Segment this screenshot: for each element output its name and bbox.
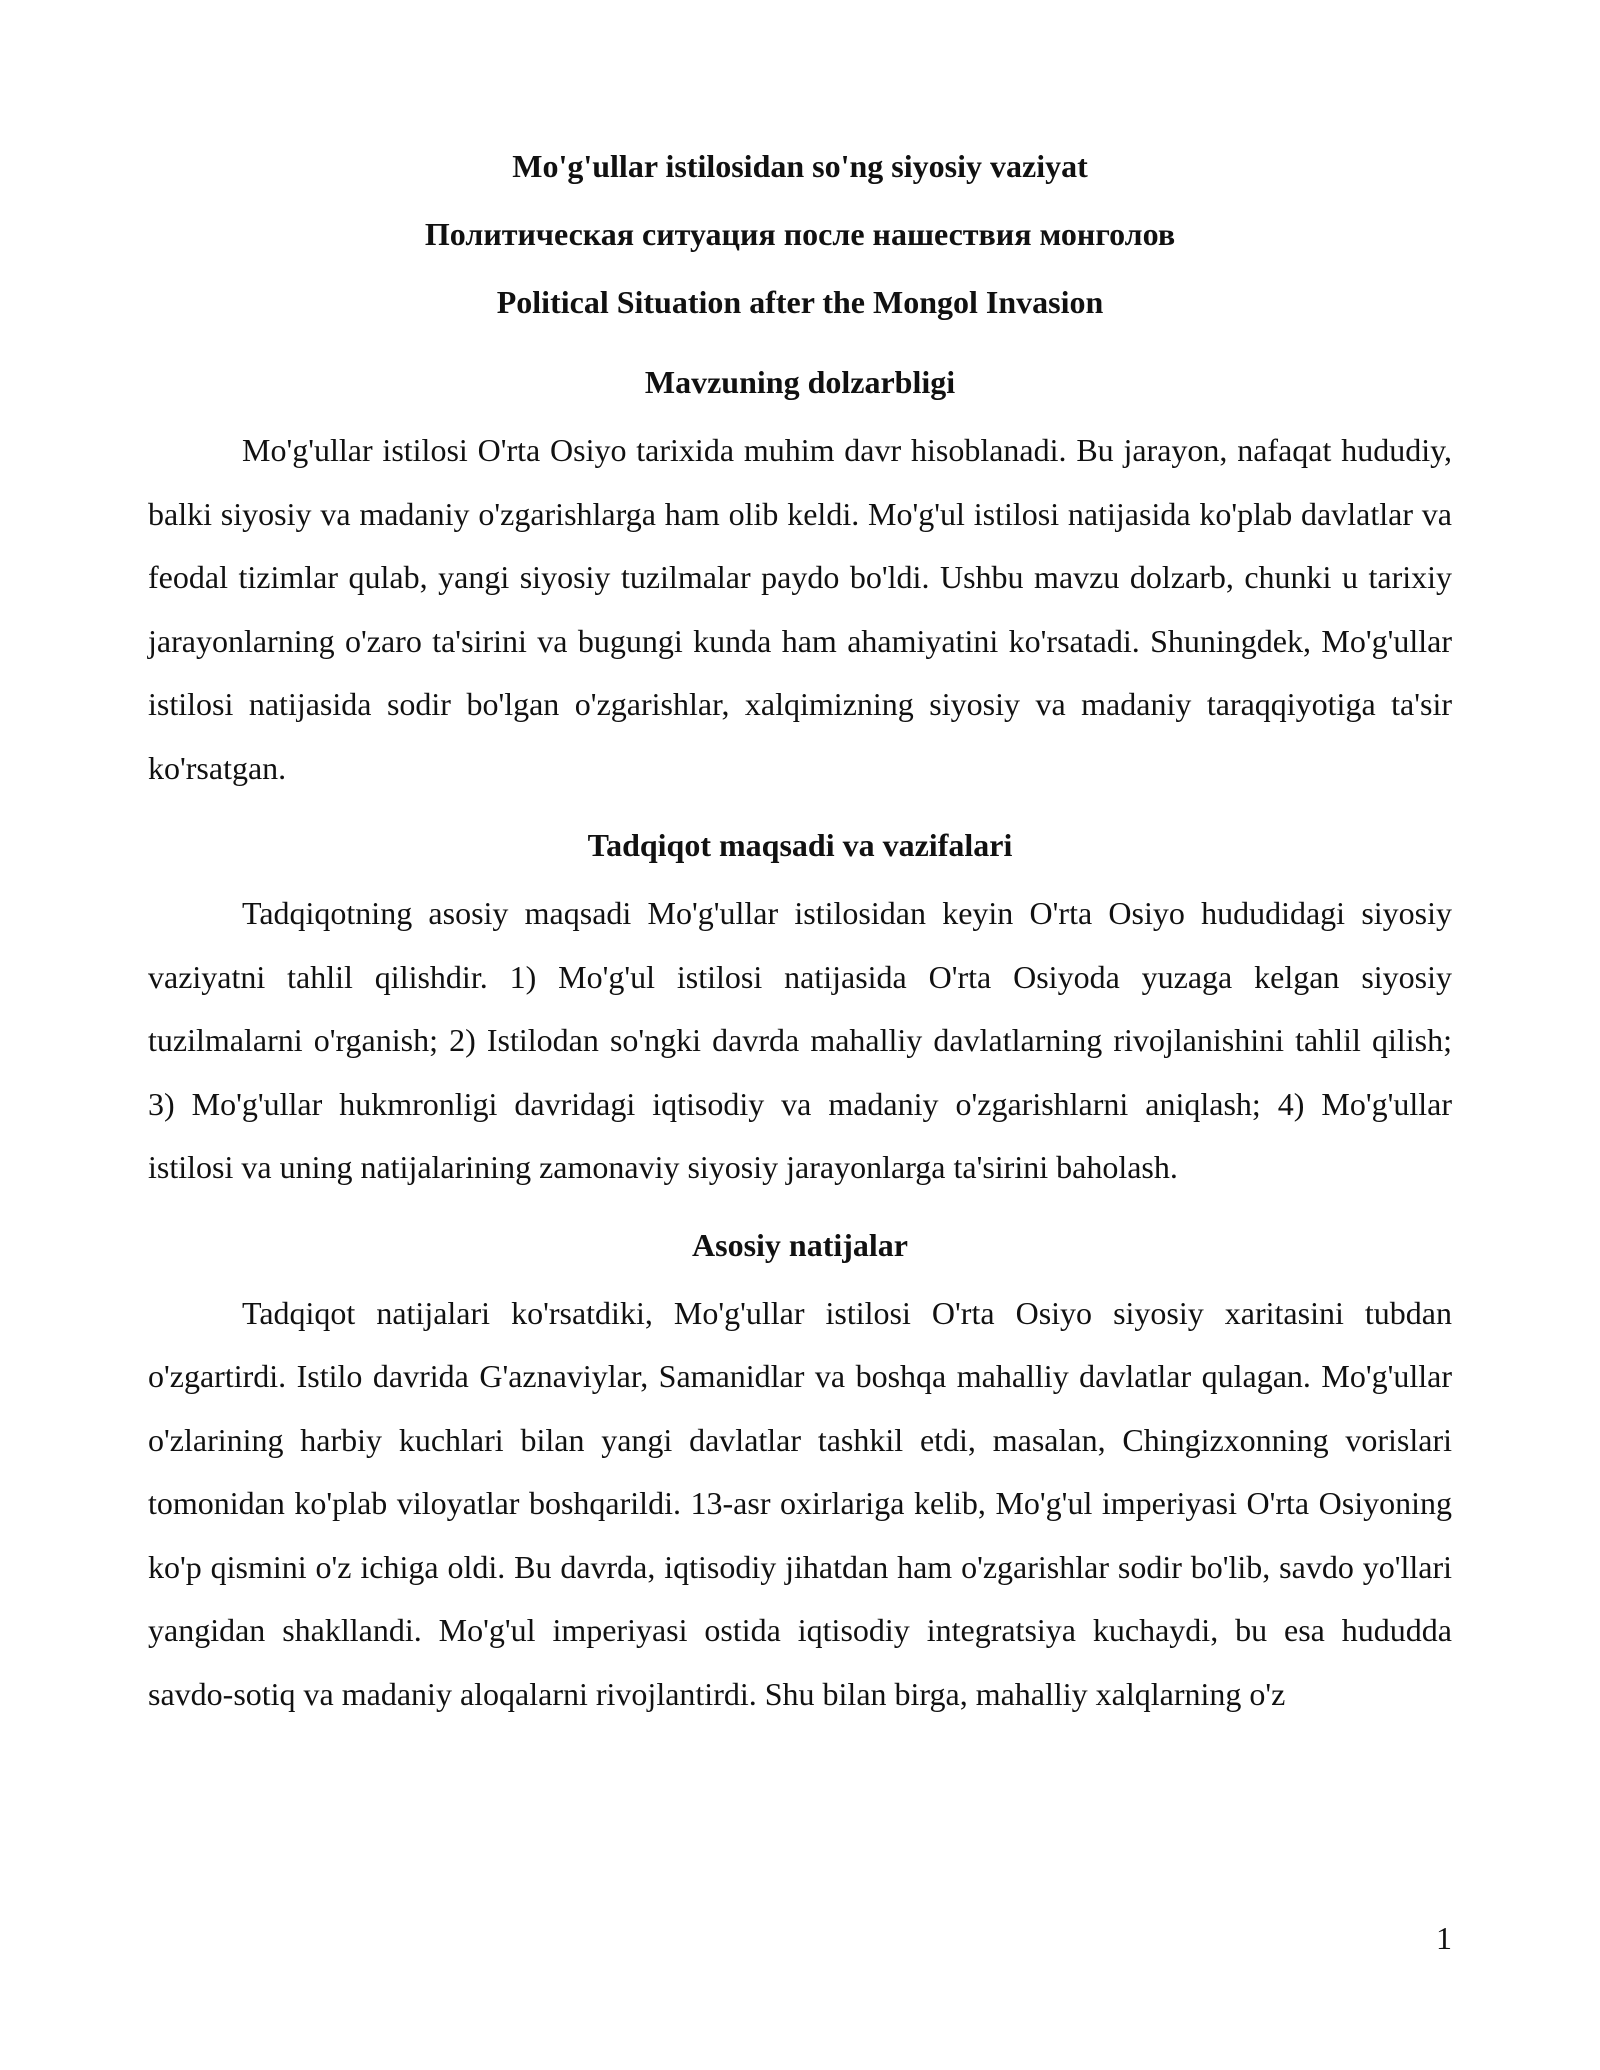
section-heading-results: Asosiy natijalar xyxy=(692,1226,908,1263)
section-paragraph-results: Tadqiqot natijalari ko'rsatdiki, Mo'g'ullar istilosi O'rta Osiyo siyosiy xaritasini tubdan o'zgartirdi. Istilo davrida G'aznaviylar, Samanidlar va boshqa mahalliy davlatlar qulagan. Mo'g'ullar o'zlarining harbiy kuchlari bilan yangi davlatlar tashkil etdi, masalan, Chingizxonning vorislari tomonidan ko'plab viloyatlar boshqarildi. 13-asr oxirlariga kelib, Mo'g'ul imperiyasi O'rta Osiyoning ko'p qismini o'z ichiga oldi. Bu davrda, iqtisodiy jihatdan ham o'zgarishlar sodir bo'lib, savdo yo'llari yangidan shakllandi. Mo'g'ul imperiyasi ostida iqtisodiy integratsiya kuchaydi, bu esa hududda savdo-sotiq va madaniy aloqalarni rivojlantirdi. Shu bilan birga, mahalliy xalqlarning o'z xyxy=(148,1294,1452,1712)
title-russian: Политическая ситуация после нашествия монголов xyxy=(424,216,1176,252)
title-english: Political Situation after the Mongol Invasion xyxy=(496,284,1104,320)
title-uzbek: Mo'g'ullar istilosidan so'ng siyosiy vaziyat xyxy=(512,148,1088,184)
section-heading-relevance: Mavzuning dolzarbligi xyxy=(644,364,956,400)
section-paragraph-goals: Tadqiqotning asosiy maqsadi Mo'g'ullar istilosidan keyin O'rta Osiyo hududidagi siyosiy vaziyatni tahlil qilishdir. 1) Mo'g'ul istilosi natijasida O'rta Osiyoda yuzaga kelgan siyosiy tuzilmalarni o'rganish; 2) Istilodan so'ngki davrda mahalliy davlatlarning rivojlanishini tahlil qilish; 3) Mo'g'ullar hukmronligi davridagi iqtisodiy va madaniy o'zgarishlarni aniqlash; 4) Mo'g'ullar istilosi va uning natijalarining zamonaviy siyosiy jarayonlarga ta'sirini baholash. xyxy=(148,895,1452,1185)
page-content xyxy=(148,143,1452,1748)
section-heading-goals: Tadqiqot maqsadi va vazifalari xyxy=(587,827,1013,863)
page-number: 1 xyxy=(1436,1920,1452,1956)
section-paragraph-relevance: Mo'g'ullar istilosi O'rta Osiyo tarixida muhim davr hisoblanadi. Bu jarayon, nafaqat hududiy, balki siyosiy va madaniy o'zgarishlarga ham olib keldi. Mo'g'ul istilosi natijasida ko'plab davlatlar va feodal tizimlar qulab, yangi siyosiy tuzilmalar paydo bo'ldi. Ushbu mavzu dolzarb, chunki u tarixiy jarayonlarning o'zaro ta'sirini va bugungi kunda ham ahamiyatini ko'rsatadi. Shuningdek, Mo'g'ullar istilosi natijasida sodir bo'lgan o'zgarishlar, xalqimizning siyosiy va madaniy taraqqiyotiga ta'sir ko'rsatgan. xyxy=(148,432,1452,786)
